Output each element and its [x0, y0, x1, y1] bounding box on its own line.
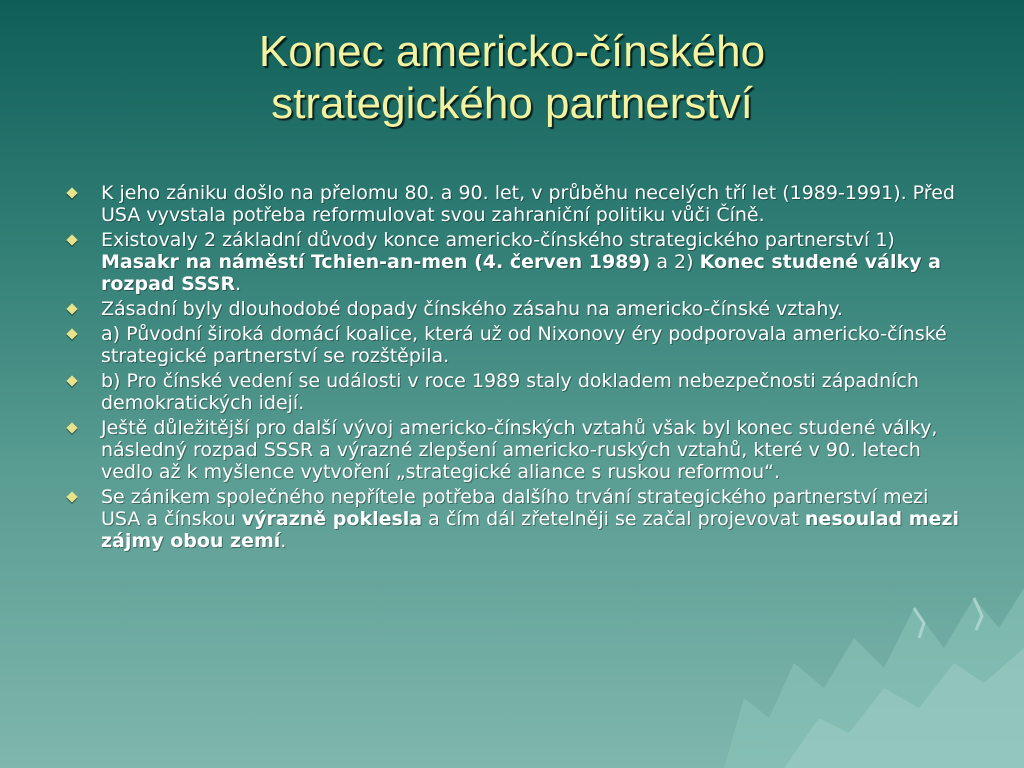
bullet-item	[66, 298, 966, 320]
bullet-text: a) Původní široká domácí koalice, která už od Nixonovy éry podporovala americko-čínské strategické partnerství se rozštěpila.	[101, 323, 947, 367]
bullet-item	[66, 486, 966, 552]
bullet-text: .	[280, 530, 287, 552]
diamond-icon	[66, 328, 77, 339]
bullet-bold-text: Masakr na náměstí Tchien-an-men (4. červen 1989)	[101, 251, 651, 273]
bullet-text: a 2)	[650, 251, 700, 273]
diamond-icon	[66, 491, 77, 502]
bullet-text: b) Pro čínské vedení se události v roce 1989 staly dokladem nebezpečnosti západních demokratických idejí.	[101, 370, 919, 414]
bullet-bold-text: nesoulad mezi zájmy obou zemí	[101, 508, 960, 552]
mountain-graphic	[724, 568, 1024, 768]
bullet-item	[66, 229, 966, 295]
bullet-item	[66, 370, 966, 414]
diamond-icon	[66, 187, 77, 198]
bullet-bold-text: výrazně poklesla	[241, 508, 423, 530]
bullet-text: .	[235, 273, 242, 295]
bullet-item	[66, 417, 966, 483]
bullet-item	[66, 182, 966, 226]
bullet-list	[66, 182, 966, 555]
bullet-text: K jeho zániku došlo na přelomu 80. a 90. let, v průběhu necelých tří let (1989-1991). Před USA vyvstala potřeba reformulovat svou zahraniční politiku vůči Číně.	[101, 182, 955, 226]
diamond-icon	[66, 422, 77, 433]
bullet-text: Zásadní byly dlouhodobé dopady čínského zásahu na americko-čínské vztahy.	[101, 298, 843, 320]
bullet-text: Existovaly 2 základní důvody konce americko-čínského strategického partnerství 1)	[101, 229, 895, 251]
bullet-item	[66, 323, 966, 367]
bullet-text: Ještě důležitější pro další vývoj americko-čínských vztahů však byl konec studené války, následný rozpad SSSR a výrazné zlepšení americko-ruských vztahů, které v 90. letech vedlo až k myšlence vytvoření „strategické aliance s ruskou reformou“.	[101, 417, 938, 483]
diamond-icon	[66, 234, 77, 245]
diamond-icon	[66, 375, 77, 386]
title-line-2: strategického partnerství	[271, 79, 753, 128]
bullet-text: Se zánikem společného nepřítele potřeba dalšího trvání strategického partnerství mezi USA a čínskou	[101, 486, 929, 530]
bullet-bold-text: Konec studené války a rozpad SSSR	[101, 251, 941, 295]
bullet-text: a čím dál zřetelněji se začal projevovat	[422, 508, 805, 530]
slide-title	[0, 26, 1024, 130]
diamond-icon	[66, 303, 77, 314]
title-line-1: Konec americko-čínského	[258, 27, 766, 76]
